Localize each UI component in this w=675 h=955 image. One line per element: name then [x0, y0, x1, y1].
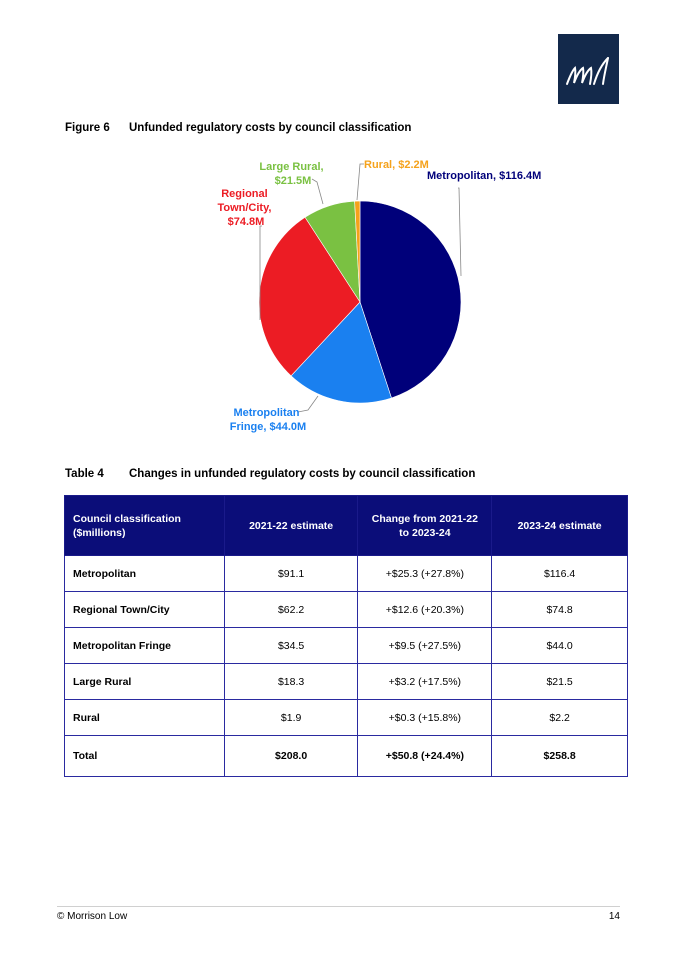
table-cell: $34.5 — [224, 628, 358, 664]
table-cell: +$0.3 (+15.8%) — [358, 700, 492, 736]
footer-copyright: © Morrison Low — [57, 911, 128, 922]
table-cell: Large Rural — [65, 664, 225, 700]
leader-line-metropolitan — [458, 188, 461, 276]
table-cell: $2.2 — [492, 700, 628, 736]
label-metropolitan: Metropolitan, $116.4M — [427, 170, 542, 182]
table-row — [65, 628, 628, 664]
pie-chart-svg — [200, 150, 560, 440]
table-total-row — [65, 736, 628, 777]
table-title: Changes in unfunded regulatory costs by council classification — [129, 468, 476, 480]
table-cell: Total — [65, 736, 225, 777]
table-cell: $62.2 — [224, 592, 358, 628]
table-cell: +$50.8 (+24.4%) — [358, 736, 492, 777]
leader-line-large-rural — [312, 179, 323, 204]
pie-chart — [200, 150, 560, 440]
header-change: Change from 2021-22 to 2023-24 — [358, 496, 492, 556]
footer-divider — [57, 906, 620, 907]
page-number: 14 — [608, 911, 620, 922]
table-cell: +$25.3 (+27.8%) — [358, 556, 492, 592]
logo-word-morrison: Morrison — [566, 116, 596, 125]
table-cell: Regional Town/City — [65, 592, 225, 628]
cost-changes-table — [64, 495, 628, 777]
label-large-rural: Large Rural, $21.5M — [259, 161, 324, 187]
figure-caption — [65, 122, 411, 134]
table-cell: $74.8 — [492, 592, 628, 628]
table-cell: $21.5 — [492, 664, 628, 700]
table-cell: +$9.5 (+27.5%) — [358, 628, 492, 664]
logo-word-low: Low — [595, 116, 611, 125]
logo-wordmark — [558, 116, 619, 125]
table-cell: $258.8 — [492, 736, 628, 777]
table-cell: $91.1 — [224, 556, 358, 592]
header-2023-24: 2023-24 estimate — [492, 496, 628, 556]
table-cell: $208.0 — [224, 736, 358, 777]
table-cell: $116.4 — [492, 556, 628, 592]
table-row — [65, 592, 628, 628]
label-regional: Regional Town/City, $74.8M — [217, 188, 272, 228]
table-cell: $1.9 — [224, 700, 358, 736]
table-cell: +$3.2 (+17.5%) — [358, 664, 492, 700]
header-2021-22: 2021-22 estimate — [224, 496, 358, 556]
header-classification: Council classification ($millions) — [65, 496, 225, 556]
table-header-row — [65, 496, 628, 556]
morrison-low-logo — [558, 34, 619, 125]
table-cell: Rural — [65, 700, 225, 736]
table-cell: Metropolitan — [65, 556, 225, 592]
figure-title: Unfunded regulatory costs by council classification — [129, 122, 412, 134]
label-metropolitan-fringe: Metropolitan Fringe, $44.0M — [229, 407, 307, 433]
table-cell: Metropolitan Fringe — [65, 628, 225, 664]
figure-number: Figure 6 — [65, 122, 110, 134]
table-cell: $18.3 — [224, 664, 358, 700]
table-row — [65, 664, 628, 700]
table-number: Table 4 — [65, 468, 104, 480]
label-rural: Rural, $2.2M — [364, 159, 429, 171]
table-caption — [65, 468, 475, 480]
table-row — [65, 556, 628, 592]
table-row — [65, 700, 628, 736]
table-cell: +$12.6 (+20.3%) — [358, 592, 492, 628]
leader-line-rural — [357, 164, 364, 200]
table-cell: $44.0 — [492, 628, 628, 664]
logo-monogram-icon — [564, 54, 614, 90]
